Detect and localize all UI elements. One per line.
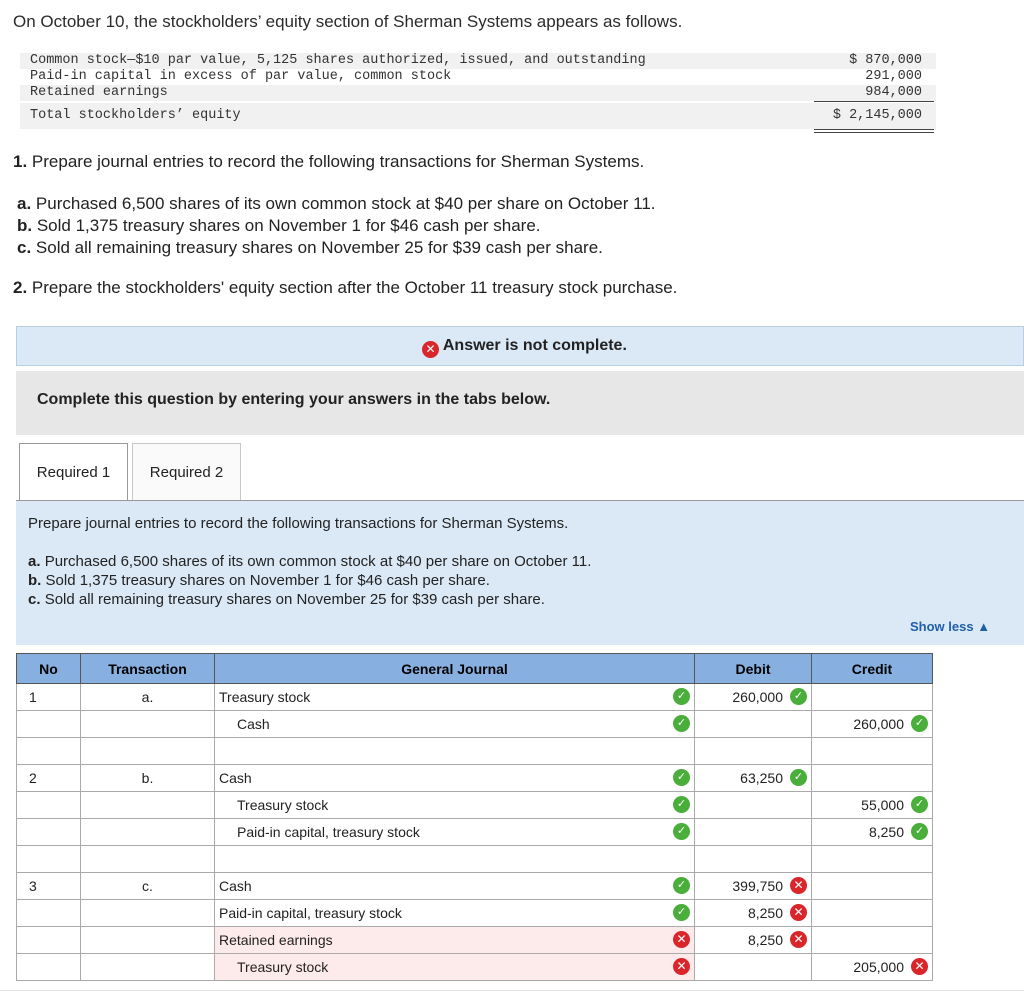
list-item (28, 552, 591, 571)
account-name: Paid-in capital, treasury stock (219, 905, 402, 921)
show-less-label: Show less (910, 619, 974, 634)
item-key: a. (17, 194, 32, 213)
answer-status-bar (16, 326, 1024, 366)
cell-debit[interactable] (695, 873, 812, 900)
cell-no (17, 819, 81, 846)
cell-no (17, 711, 81, 738)
check-icon: ✓ (673, 688, 690, 705)
table-row (17, 873, 933, 900)
equity-amount: 291,000 (865, 69, 922, 84)
cell-debit[interactable] (695, 711, 812, 738)
cell-transaction (81, 927, 215, 954)
cell-credit[interactable] (812, 900, 933, 927)
error-icon: ✕ (790, 904, 807, 921)
tab-required-2[interactable]: Required 2 (132, 443, 241, 501)
cell-no (17, 900, 81, 927)
credit-value: 205,000 (853, 959, 904, 975)
question-1 (13, 152, 644, 172)
table-row (17, 900, 933, 927)
list-item (17, 237, 656, 259)
cell-no: 1 (17, 684, 81, 711)
intro-text: On October 10, the stockholders’ equity section of Sherman Systems appears as follows. (13, 12, 683, 31)
cell-credit[interactable] (812, 819, 933, 846)
cell-account[interactable] (215, 873, 695, 900)
account-name: Paid-in capital, treasury stock (237, 824, 420, 840)
table-row (17, 792, 933, 819)
cell-no (17, 927, 81, 954)
tab-required-1[interactable]: Required 1 (19, 443, 128, 501)
table-row (17, 684, 933, 711)
cell-debit[interactable] (695, 819, 812, 846)
debit-value: 8,250 (747, 905, 783, 921)
cell-debit[interactable] (695, 792, 812, 819)
equity-label: Retained earnings (30, 85, 168, 100)
question-1-text: Prepare journal entries to record the following transactions for Sherman Systems. (31, 152, 645, 171)
cell-account[interactable] (215, 954, 695, 981)
cell-credit[interactable] (812, 684, 933, 711)
cell-transaction (81, 792, 215, 819)
table-header-row (17, 654, 933, 684)
cell-account[interactable] (215, 846, 695, 873)
bottom-divider (0, 990, 1024, 991)
cell-no: 2 (17, 765, 81, 792)
equity-total-row (20, 103, 936, 129)
question-2-text: Prepare the stockholders' equity section after the October 11 treasury stock purchase. (31, 278, 678, 297)
question-1-number: 1. (13, 152, 28, 171)
cell-no (17, 846, 81, 873)
item-key: a. (28, 553, 41, 570)
cell-debit[interactable] (695, 846, 812, 873)
cell-transaction (81, 738, 215, 765)
equity-label: Paid-in capital in excess of par value, common stock (30, 69, 452, 84)
cell-transaction (81, 900, 215, 927)
cell-credit[interactable] (812, 792, 933, 819)
check-icon: ✓ (790, 769, 807, 786)
item-key: c. (17, 238, 32, 257)
cell-transaction: b. (81, 765, 215, 792)
error-icon: ✕ (422, 341, 439, 358)
cell-credit[interactable] (812, 765, 933, 792)
table-row (17, 711, 933, 738)
header-no: No (17, 654, 81, 684)
triangle-up-icon: ▲ (977, 619, 991, 634)
total-double-underline (814, 129, 934, 133)
cell-account[interactable] (215, 711, 695, 738)
list-item (17, 215, 656, 237)
item-text: Sold all remaining treasury shares on November 25 for $39 cash per share. (44, 591, 545, 608)
equity-total-label: Total stockholders’ equity (30, 108, 241, 123)
check-icon: ✓ (911, 715, 928, 732)
table-row (17, 765, 933, 792)
show-less-link[interactable] (910, 619, 990, 634)
question-2 (13, 278, 677, 298)
item-text: Purchased 6,500 shares of its own common stock at $40 per share on October 11. (44, 553, 592, 570)
error-icon: ✕ (911, 958, 928, 975)
item-key: b. (28, 572, 42, 589)
account-name: Treasury stock (237, 797, 329, 813)
cell-account[interactable] (215, 927, 695, 954)
equity-row (20, 69, 936, 85)
account-name: Retained earnings (219, 932, 333, 948)
check-icon: ✓ (673, 823, 690, 840)
equity-row (20, 85, 936, 101)
cell-debit[interactable] (695, 954, 812, 981)
cell-transaction (81, 954, 215, 981)
equity-label: Common stock—$10 par value, 5,125 shares authorized, issued, and outstanding (30, 53, 646, 68)
cell-debit[interactable] (695, 765, 812, 792)
item-text: Sold 1,375 treasury shares on November 1 for $46 cash per share. (45, 572, 490, 589)
account-name: Cash (219, 770, 252, 786)
question-2-number: 2. (13, 278, 28, 297)
cell-account[interactable] (215, 819, 695, 846)
debit-value: 63,250 (740, 770, 783, 786)
check-icon: ✓ (673, 796, 690, 813)
cell-account[interactable] (215, 792, 695, 819)
cell-no (17, 738, 81, 765)
table-row (17, 738, 933, 765)
cell-transaction (81, 711, 215, 738)
check-icon: ✓ (673, 904, 690, 921)
cell-credit[interactable] (812, 927, 933, 954)
cell-credit[interactable] (812, 846, 933, 873)
check-icon: ✓ (911, 796, 928, 813)
cell-account[interactable] (215, 684, 695, 711)
cell-transaction (81, 819, 215, 846)
instructions-bar (16, 371, 1024, 435)
error-icon: ✕ (790, 931, 807, 948)
credit-value: 8,250 (868, 824, 904, 840)
equity-amount: 984,000 (865, 85, 922, 100)
check-icon: ✓ (790, 688, 807, 705)
equity-total-amount: $ 2,145,000 (832, 108, 922, 123)
error-icon: ✕ (790, 877, 807, 894)
instructions-text: Complete this question by entering your answers in the tabs below. (37, 391, 551, 408)
cell-transaction (81, 846, 215, 873)
table-row (17, 954, 933, 981)
cell-debit[interactable] (695, 900, 812, 927)
status-text: Answer is not complete. (442, 337, 627, 354)
error-icon: ✕ (673, 931, 690, 948)
cell-no (17, 792, 81, 819)
item-text: Purchased 6,500 shares of its own common stock at $40 per share on October 11. (35, 194, 656, 213)
header-credit: Credit (812, 654, 933, 684)
panel-title: Prepare journal entries to record the following transactions for Sherman Systems. (28, 515, 569, 532)
cell-credit[interactable] (812, 711, 933, 738)
cell-credit[interactable] (812, 738, 933, 765)
journal-table (16, 653, 933, 981)
equity-row (20, 53, 936, 69)
item-key: b. (17, 216, 33, 235)
cell-credit[interactable] (812, 873, 933, 900)
table-row (17, 819, 933, 846)
panel-transaction-list (28, 552, 591, 609)
cell-no (17, 954, 81, 981)
cell-transaction: a. (81, 684, 215, 711)
list-item (28, 571, 591, 590)
credit-value: 55,000 (861, 797, 904, 813)
cell-debit[interactable] (695, 738, 812, 765)
list-item (17, 193, 656, 215)
check-icon: ✓ (673, 715, 690, 732)
account-name: Treasury stock (219, 689, 311, 705)
header-debit: Debit (695, 654, 812, 684)
check-icon: ✓ (673, 769, 690, 786)
cell-transaction: c. (81, 873, 215, 900)
cell-account[interactable] (215, 738, 695, 765)
equity-table (20, 53, 936, 129)
table-row (17, 927, 933, 954)
cell-account[interactable] (215, 900, 695, 927)
subtotal-rule (814, 101, 934, 102)
status-message (422, 337, 627, 358)
check-icon: ✓ (911, 823, 928, 840)
cell-debit[interactable] (695, 684, 812, 711)
header-general-journal: General Journal (215, 654, 695, 684)
transaction-list (17, 193, 656, 259)
equity-amount: $ 870,000 (849, 53, 922, 68)
item-key: c. (28, 591, 41, 608)
check-icon: ✓ (673, 877, 690, 894)
item-text: Sold 1,375 treasury shares on November 1 for $46 cash per share. (36, 216, 541, 235)
account-name: Treasury stock (237, 959, 329, 975)
account-name: Cash (237, 716, 270, 732)
debit-value: 260,000 (732, 689, 783, 705)
cell-credit[interactable] (812, 954, 933, 981)
credit-value: 260,000 (853, 716, 904, 732)
header-transaction: Transaction (81, 654, 215, 684)
cell-account[interactable] (215, 765, 695, 792)
cell-debit[interactable] (695, 927, 812, 954)
table-row (17, 846, 933, 873)
list-item (28, 590, 591, 609)
error-icon: ✕ (673, 958, 690, 975)
debit-value: 399,750 (732, 878, 783, 894)
question-panel (16, 501, 1024, 645)
item-text: Sold all remaining treasury shares on November 25 for $39 cash per share. (35, 238, 603, 257)
cell-no: 3 (17, 873, 81, 900)
account-name: Cash (219, 878, 252, 894)
debit-value: 8,250 (747, 932, 783, 948)
